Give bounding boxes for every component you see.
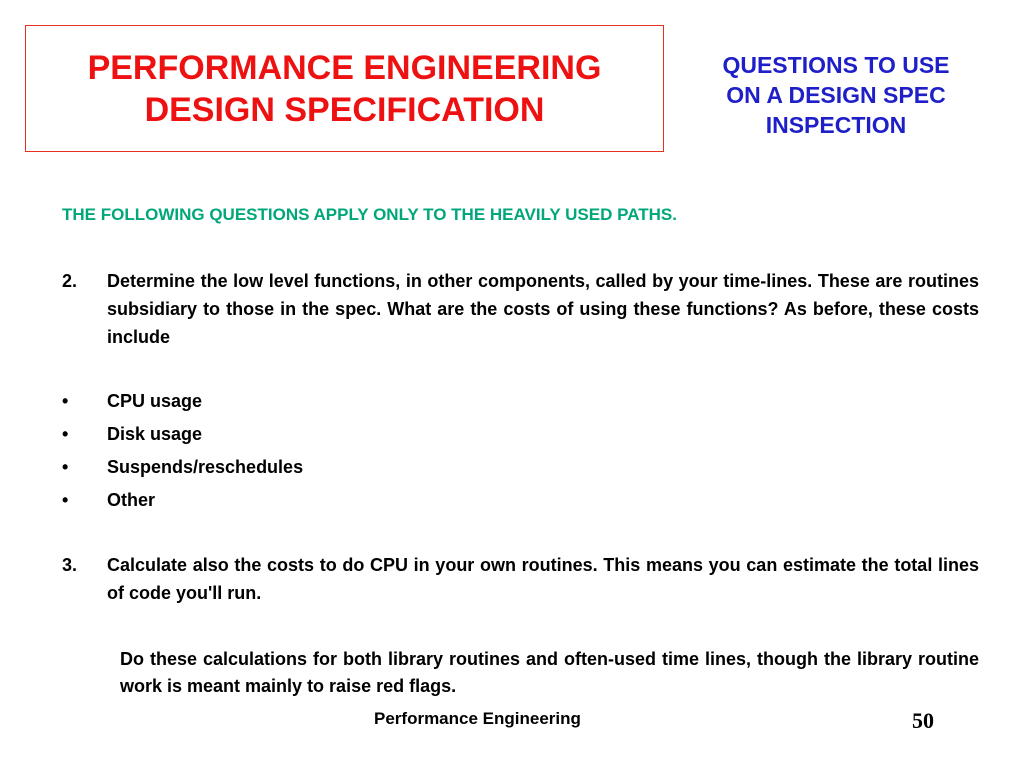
footer-text: Performance Engineering [374,709,581,728]
bullet-item-cpu-usage [62,387,462,420]
question-text: Determine the low level functions, in other components, called by your time-lines. These are routines subsidiary to those in the spec. What are the costs of using these functions? As before, these costs include [107,271,979,347]
bullet-text: Other [107,490,156,510]
bullet-item-suspends [62,453,462,486]
cost-bullet-list [62,387,462,519]
slide-subtitle: QUESTIONS TO USE ON A DESIGN SPEC INSPECTION [722,52,950,138]
intro-text: THE FOLLOWING QUESTIONS APPLY ONLY TO THE HEAVILY USED PATHS. [62,205,677,224]
bullet-text: Disk usage [107,424,203,444]
question-item-2 [62,267,979,351]
bullet-text: CPU usage [107,391,203,411]
bullet-text: Suspends/reschedules [107,457,304,477]
note-paragraph: Do these calculations for both library routines and often-used time lines, though the library routine work is meant mainly to raise red flags. [120,649,979,696]
slide-title: PERFORMANCE ENGINEERING DESIGN SPECIFICATION [87,48,602,129]
title-box [25,25,664,152]
bullet-item-disk-usage [62,420,462,453]
bullet-icon: • [62,424,69,444]
question-text: Calculate also the costs to do CPU in your own routines. This means you can estimate the total lines of code you'll run. [107,555,979,603]
page-number: 50 [912,708,934,733]
bullet-icon: • [62,457,69,477]
bullet-icon: • [62,490,69,510]
question-item-3 [62,551,979,607]
question-number: 2. [62,271,78,291]
question-number: 3. [62,555,78,575]
bullet-item-other [62,486,462,519]
bullet-icon: • [62,391,69,411]
